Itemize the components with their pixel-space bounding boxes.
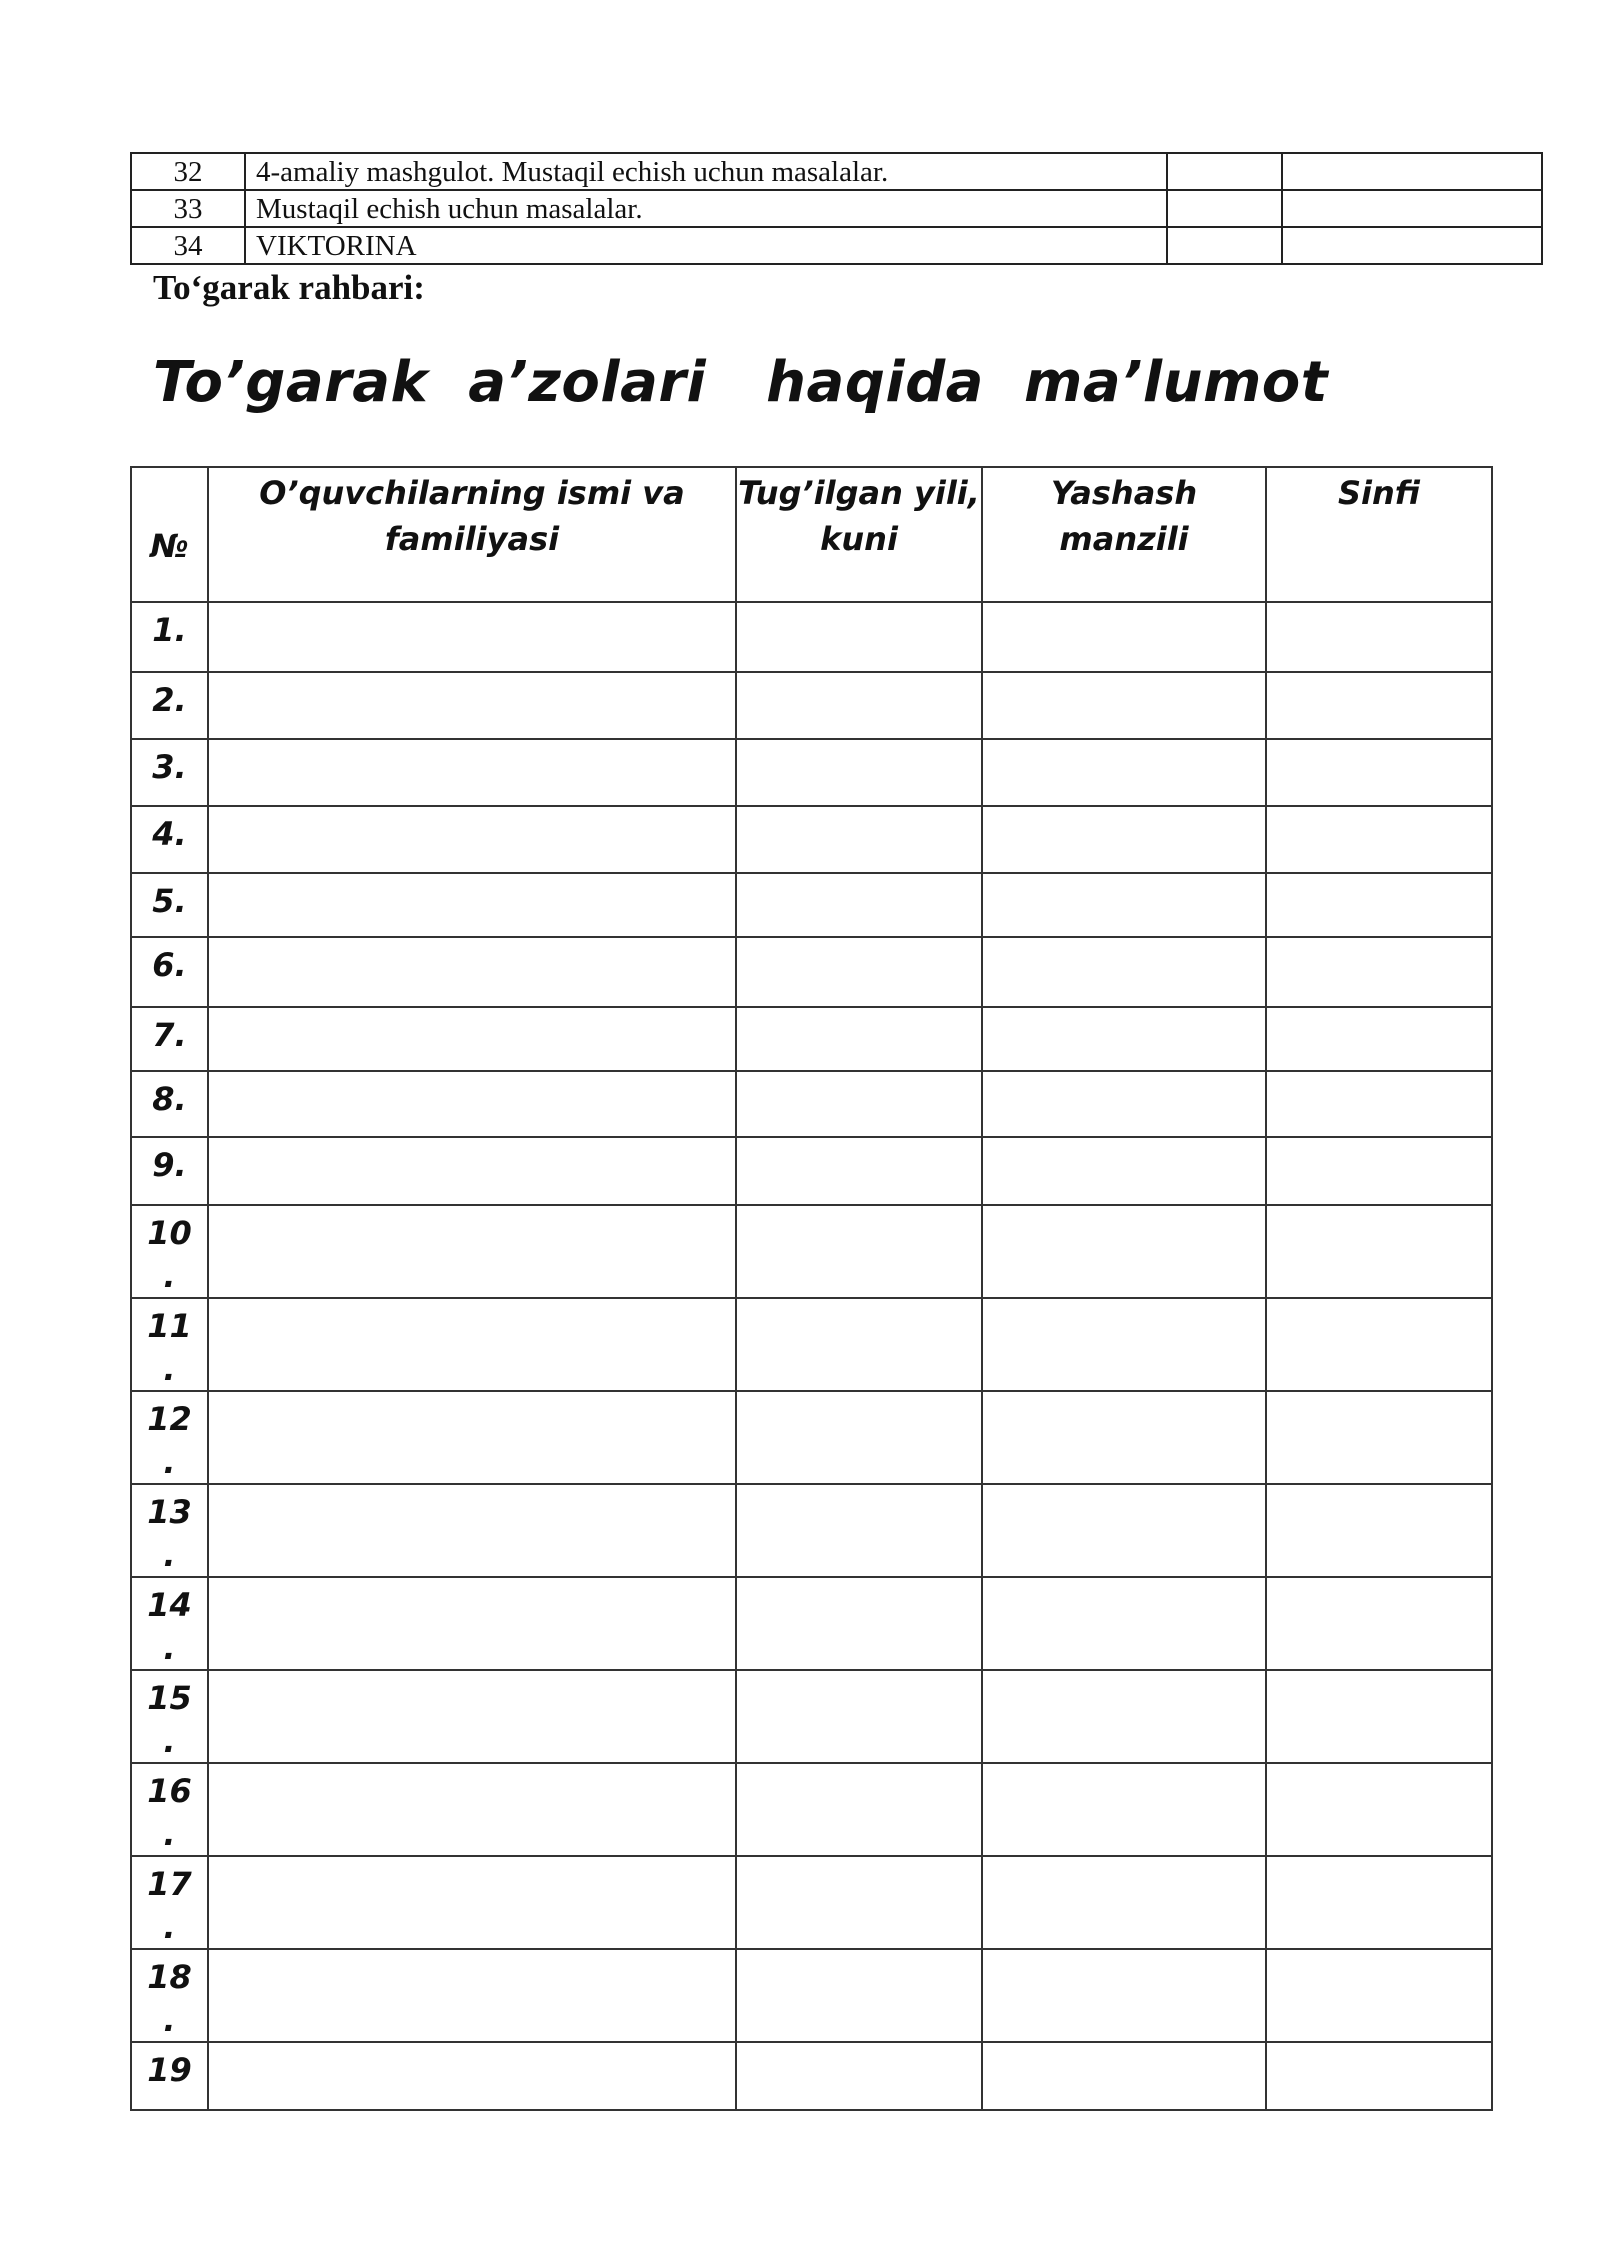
member-row-number: [131, 1007, 208, 1071]
member-birth-cell: [736, 1007, 982, 1071]
member-row-number-dot: .: [163, 1536, 176, 1574]
member-name-cell: [208, 2042, 736, 2110]
member-row-number-text: 10: [147, 1214, 192, 1252]
header-birth-date: [736, 467, 982, 602]
member-row: [131, 672, 1492, 739]
lesson-topic-cell: 4-amaliy mashgulot. Mustaqil echish uchun masalalar.: [245, 153, 1167, 190]
member-address-cell: [982, 672, 1266, 739]
member-row-number: [131, 739, 208, 806]
member-name-cell: [208, 1577, 736, 1670]
lesson-row: [131, 153, 1542, 190]
member-birth-cell: [736, 1484, 982, 1577]
member-class-cell: [1266, 937, 1492, 1007]
member-row: [131, 1763, 1492, 1856]
member-row-number-text: 19: [147, 2051, 192, 2089]
member-name-cell: [208, 739, 736, 806]
member-row-number-dot: .: [163, 1257, 176, 1295]
members-table-body: [131, 602, 1492, 2110]
lessons-table-body: [131, 153, 1542, 264]
member-birth-cell: [736, 672, 982, 739]
member-name-cell: [208, 806, 736, 873]
member-birth-cell: [736, 937, 982, 1007]
member-birth-cell: [736, 1577, 982, 1670]
member-class-cell: [1266, 1007, 1492, 1071]
member-row-number-text: 11: [147, 1307, 192, 1345]
member-address-cell: [982, 937, 1266, 1007]
member-birth-cell: [736, 739, 982, 806]
member-row-number-text: 15: [147, 1679, 192, 1717]
member-class-cell: [1266, 806, 1492, 873]
member-birth-cell: [736, 1137, 982, 1205]
member-birth-cell: [736, 806, 982, 873]
member-row-number-text: 9.: [152, 1146, 187, 1184]
member-birth-cell: [736, 1205, 982, 1298]
member-address-cell: [982, 2042, 1266, 2110]
member-address-cell: [982, 1205, 1266, 1298]
member-name-cell: [208, 602, 736, 672]
member-row-number: [131, 1949, 208, 2042]
member-class-cell: [1266, 1205, 1492, 1298]
lesson-hours-cell: [1167, 190, 1282, 227]
member-address-cell: [982, 873, 1266, 937]
member-row: [131, 2042, 1492, 2110]
lessons-table: [130, 152, 1543, 265]
member-row-number: [131, 1205, 208, 1298]
member-birth-cell: [736, 1071, 982, 1137]
member-address-cell: [982, 1670, 1266, 1763]
member-name-cell: [208, 1484, 736, 1577]
member-address-cell: [982, 1007, 1266, 1071]
member-name-cell: [208, 672, 736, 739]
member-birth-cell: [736, 1298, 982, 1391]
member-address-cell: [982, 1949, 1266, 2042]
member-address-cell: [982, 1577, 1266, 1670]
lesson-row: [131, 190, 1542, 227]
lesson-hours-cell: [1167, 153, 1282, 190]
member-row-number-dot: .: [163, 1815, 176, 1853]
member-row-number-dot: .: [163, 1722, 176, 1760]
page-title: To’garak a’zolari haqida ma’lumot: [153, 350, 1329, 415]
member-row-number: [131, 2042, 208, 2110]
member-row: [131, 1577, 1492, 1670]
member-class-cell: [1266, 2042, 1492, 2110]
header-birth-date-line2: kuni: [820, 520, 898, 558]
member-address-cell: [982, 1856, 1266, 1949]
header-address-line2: manzili: [1059, 520, 1189, 558]
member-address-cell: [982, 602, 1266, 672]
member-row-number: [131, 873, 208, 937]
lesson-number-cell: 32: [131, 153, 245, 190]
header-address: [982, 467, 1266, 602]
member-row: [131, 1484, 1492, 1577]
member-address-cell: [982, 806, 1266, 873]
member-row: [131, 1670, 1492, 1763]
member-class-cell: [1266, 1949, 1492, 2042]
members-table: [130, 466, 1493, 2111]
member-birth-cell: [736, 873, 982, 937]
member-row: [131, 1391, 1492, 1484]
lesson-number-cell: 34: [131, 227, 245, 264]
member-name-cell: [208, 1298, 736, 1391]
lesson-date-cell: [1282, 153, 1542, 190]
member-row: [131, 1137, 1492, 1205]
member-row: [131, 602, 1492, 672]
member-row-number: [131, 1071, 208, 1137]
member-row-number-text: 1.: [152, 611, 187, 649]
member-name-cell: [208, 937, 736, 1007]
member-row: [131, 1071, 1492, 1137]
member-name-cell: [208, 873, 736, 937]
member-row-number: [131, 1577, 208, 1670]
member-row-number-text: 6.: [152, 946, 187, 984]
member-address-cell: [982, 1391, 1266, 1484]
member-row-number: [131, 1137, 208, 1205]
member-row-number: [131, 1856, 208, 1949]
member-class-cell: [1266, 1071, 1492, 1137]
lesson-topic-cell: VIKTORINA: [245, 227, 1167, 264]
member-row: [131, 1856, 1492, 1949]
lesson-number-cell: 33: [131, 190, 245, 227]
member-row-number-text: 2.: [152, 681, 187, 719]
member-name-cell: [208, 1071, 736, 1137]
member-address-cell: [982, 1484, 1266, 1577]
member-class-cell: [1266, 739, 1492, 806]
member-class-cell: [1266, 1298, 1492, 1391]
member-birth-cell: [736, 1949, 982, 2042]
member-row-number-text: 16: [147, 1772, 192, 1810]
members-header-row: [131, 467, 1492, 602]
member-birth-cell: [736, 1670, 982, 1763]
member-birth-cell: [736, 1856, 982, 1949]
member-row: [131, 739, 1492, 806]
member-address-cell: [982, 739, 1266, 806]
member-row-number-text: 13: [147, 1493, 192, 1531]
member-row-number: [131, 602, 208, 672]
member-name-cell: [208, 1670, 736, 1763]
member-row-number-text: 18: [147, 1958, 192, 1996]
header-number: №: [131, 467, 208, 602]
member-row: [131, 873, 1492, 937]
member-row: [131, 806, 1492, 873]
member-name-cell: [208, 1007, 736, 1071]
member-address-cell: [982, 1137, 1266, 1205]
member-row: [131, 1298, 1492, 1391]
member-class-cell: [1266, 1391, 1492, 1484]
header-student-name-line2: familiyasi: [384, 520, 560, 558]
member-birth-cell: [736, 2042, 982, 2110]
member-row-number-text: 3.: [152, 748, 187, 786]
member-row-number-dot: .: [163, 1629, 176, 1667]
member-class-cell: [1266, 602, 1492, 672]
member-row-number: [131, 1298, 208, 1391]
lesson-date-cell: [1282, 190, 1542, 227]
member-row-number: [131, 806, 208, 873]
member-row: [131, 1949, 1492, 2042]
member-name-cell: [208, 1205, 736, 1298]
lesson-row: [131, 227, 1542, 264]
member-class-cell: [1266, 1856, 1492, 1949]
member-class-cell: [1266, 1670, 1492, 1763]
header-class: Sinfi: [1266, 467, 1492, 602]
member-row: [131, 1007, 1492, 1071]
member-row-number-text: 4.: [152, 815, 187, 853]
member-class-cell: [1266, 1484, 1492, 1577]
member-address-cell: [982, 1763, 1266, 1856]
member-class-cell: [1266, 672, 1492, 739]
member-class-cell: [1266, 1577, 1492, 1670]
member-class-cell: [1266, 1137, 1492, 1205]
member-name-cell: [208, 1949, 736, 2042]
member-class-cell: [1266, 873, 1492, 937]
member-row: [131, 937, 1492, 1007]
member-address-cell: [982, 1298, 1266, 1391]
member-row-number-text: 5.: [152, 882, 187, 920]
member-row-number-dot: .: [163, 1350, 176, 1388]
lesson-date-cell: [1282, 227, 1542, 264]
member-row-number-text: 14: [147, 1586, 192, 1624]
header-address-line1: Yashash: [1050, 474, 1198, 512]
member-name-cell: [208, 1137, 736, 1205]
member-name-cell: [208, 1763, 736, 1856]
member-row: [131, 1205, 1492, 1298]
lesson-topic-cell: Mustaqil echish uchun masalalar.: [245, 190, 1167, 227]
member-birth-cell: [736, 602, 982, 672]
member-row-number: [131, 937, 208, 1007]
member-row-number-dot: .: [163, 1443, 176, 1481]
member-row-number-text: 7.: [152, 1016, 187, 1054]
member-row-number: [131, 1763, 208, 1856]
member-row-number-text: 17: [147, 1865, 192, 1903]
member-row-number-dot: .: [163, 1908, 176, 1946]
member-row-number: [131, 1391, 208, 1484]
member-birth-cell: [736, 1763, 982, 1856]
header-birth-date-line1: Tug’ilgan yili,: [738, 474, 980, 512]
member-address-cell: [982, 1071, 1266, 1137]
member-name-cell: [208, 1856, 736, 1949]
member-row-number-text: 8.: [152, 1080, 187, 1118]
member-name-cell: [208, 1391, 736, 1484]
member-row-number: [131, 672, 208, 739]
header-student-name: [208, 467, 736, 602]
leader-label: To‘garak rahbari:: [153, 268, 425, 307]
member-row-number: [131, 1484, 208, 1577]
lesson-hours-cell: [1167, 227, 1282, 264]
member-class-cell: [1266, 1763, 1492, 1856]
header-student-name-line1: O’quvchilarning ismi va: [259, 474, 685, 512]
member-row-number: [131, 1670, 208, 1763]
member-row-number-text: 12: [147, 1400, 192, 1438]
member-birth-cell: [736, 1391, 982, 1484]
member-row-number-dot: .: [163, 2001, 176, 2039]
